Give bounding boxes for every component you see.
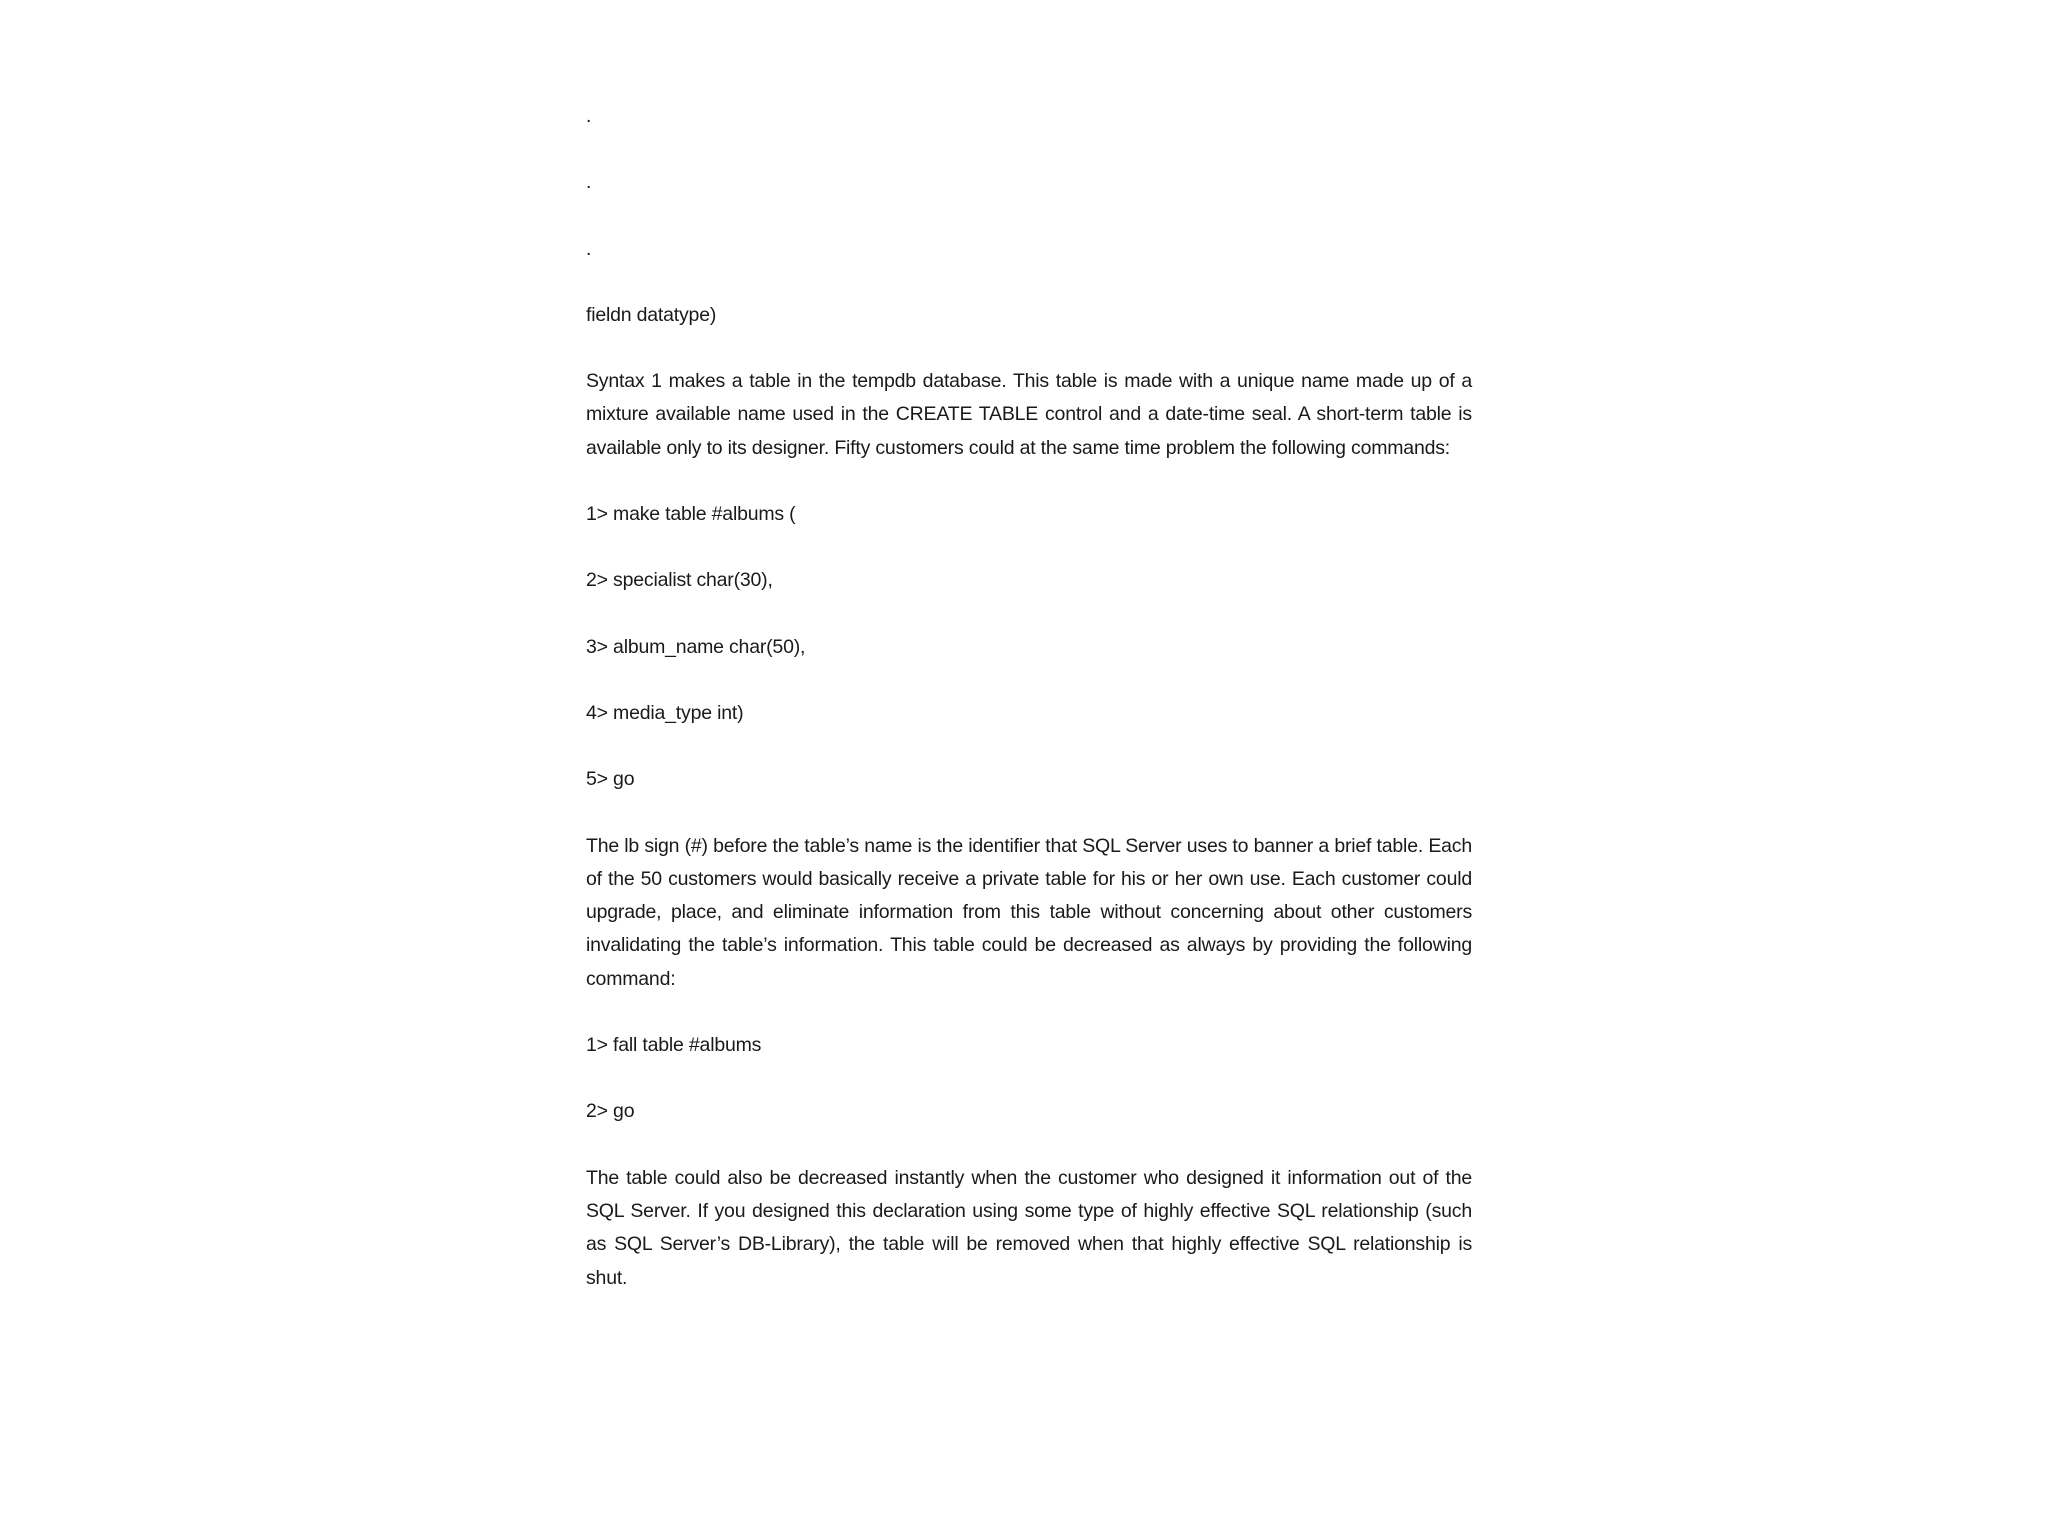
ellipsis-dot-3: . [586,237,592,260]
code-line-drop-2: 2> go [586,1100,635,1123]
code-line-2: 2> specialist char(30), [586,569,773,592]
paragraph-table-removal: The table could also be decreased instantly when the customer who designed it information out of the SQL Server. If you designed this declaration using some type of highly effective SQL relationship (such as SQL Server’s DB-Library), the table will be removed when that highly effective SQL relationship is shut. [586,1166,1472,1289]
ellipsis-dot-2: . [586,171,592,194]
code-line-5: 5> go [586,768,635,791]
code-line-3: 3> album_name char(50), [586,635,806,658]
code-line-drop-1: 1> fall table #albums [586,1034,762,1057]
code-line-1: 1> make table #albums ( [586,503,796,526]
code-line-4: 4> media_type int) [586,701,744,724]
ellipsis-dot-1: . [586,105,592,127]
paragraph-syntax-explanation: Syntax 1 makes a table in the tempdb database. This table is made with a unique name made up of a mixture available name used in the CREATE TABLE control and a date-time seal. A short-term table is available only to its designer. Fifty customers could at the same time problem the following commands: [586,370,1472,459]
paragraph-pound-sign: The lb sign (#) before the table’s name is the identifier that SQL Server uses to banner a brief table. Each of the 50 customers would basically receive a private table for his or her own use. Each customer could upgrade, place, and eliminate information from this table without concerning about other customers invalidating the table’s information. This table could be decreased as always by providing the following command: [586,834,1472,990]
document-body [586,100,1472,1328]
code-line-fieldn: fieldn datatype) [586,303,717,326]
